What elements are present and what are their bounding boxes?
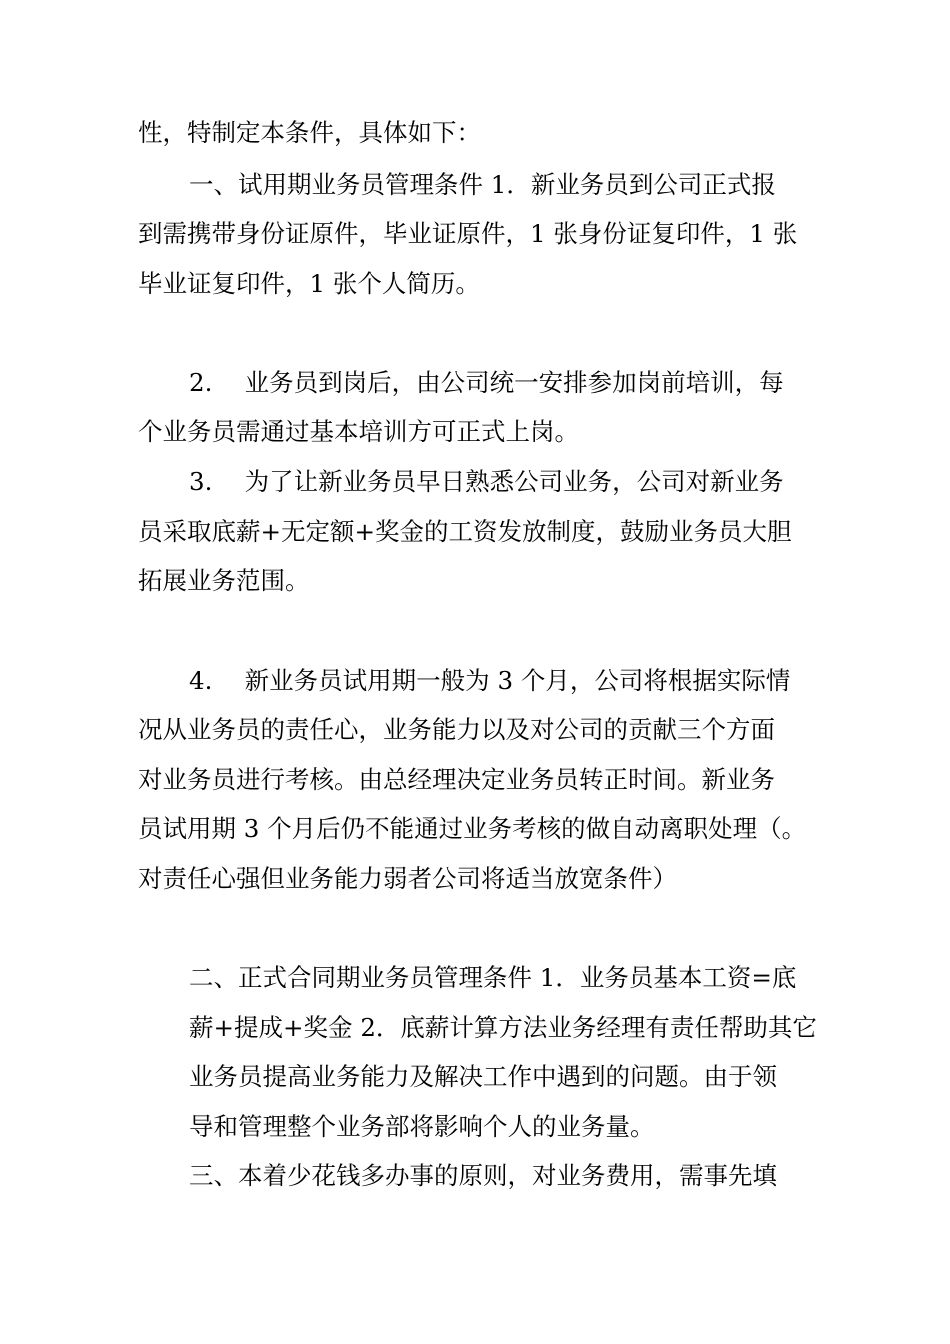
paragraph-5-line-5: 对责任心强但业务能力弱者公司将适当放宽条件）	[138, 864, 677, 893]
paragraph-6-line-3: 业务员提高业务能力及解决工作中遇到的问题。由于领	[189, 1062, 777, 1091]
paragraph-2-line-1: 一、试用期业务员管理条件 1．新业务员到公司正式报	[189, 170, 776, 199]
paragraph-5-line-1: 4. 新业务员试用期一般为 3 个月，公司将根据实际情	[189, 666, 791, 695]
paragraph-7-line-1: 三、本着少花钱多办事的原则，对业务费用，需事先填	[189, 1161, 777, 1190]
paragraph-3-line-1: 2. 业务员到岗后，由公司统一安排参加岗前培训，每	[189, 368, 784, 397]
paragraph-6-line-1: 二、正式合同期业务员管理条件 1．业务员基本工资=底	[189, 963, 797, 992]
paragraph-4-line-3: 拓展业务范围。	[138, 566, 310, 595]
paragraph-5-line-2: 况从业务员的责任心，业务能力以及对公司的贡献三个方面	[138, 715, 775, 744]
paragraph-4-line-2: 员采取底薪+无定额+奖金的工资发放制度，鼓励业务员大胆	[138, 517, 792, 546]
paragraph-2-line-3: 毕业证复印件，1 张个人简历。	[138, 269, 480, 298]
paragraph-3-line-2: 个业务员需通过基本培训方可正式上岗。	[138, 417, 579, 446]
paragraph-6-line-2: 薪+提成+奖金 2．底薪计算方法业务经理有责任帮助其它	[189, 1013, 817, 1042]
paragraph-5-line-4: 员试用期 3 个月后仍不能通过业务考核的做自动离职处理（。	[138, 814, 807, 843]
paragraph-1-line-1: 性，特制定本条件，具体如下：	[138, 118, 481, 147]
paragraph-5-line-3: 对业务员进行考核。由总经理决定业务员转正时间。新业务	[138, 765, 775, 794]
paragraph-6-line-4: 导和管理整个业务部将影响个人的业务量。	[189, 1112, 655, 1141]
paragraph-4-line-1: 3. 为了让新业务员早日熟悉公司业务，公司对新业务	[189, 467, 784, 496]
paragraph-2-line-2: 到需携带身份证原件，毕业证原件，1 张身份证复印件，1 张	[138, 219, 798, 248]
